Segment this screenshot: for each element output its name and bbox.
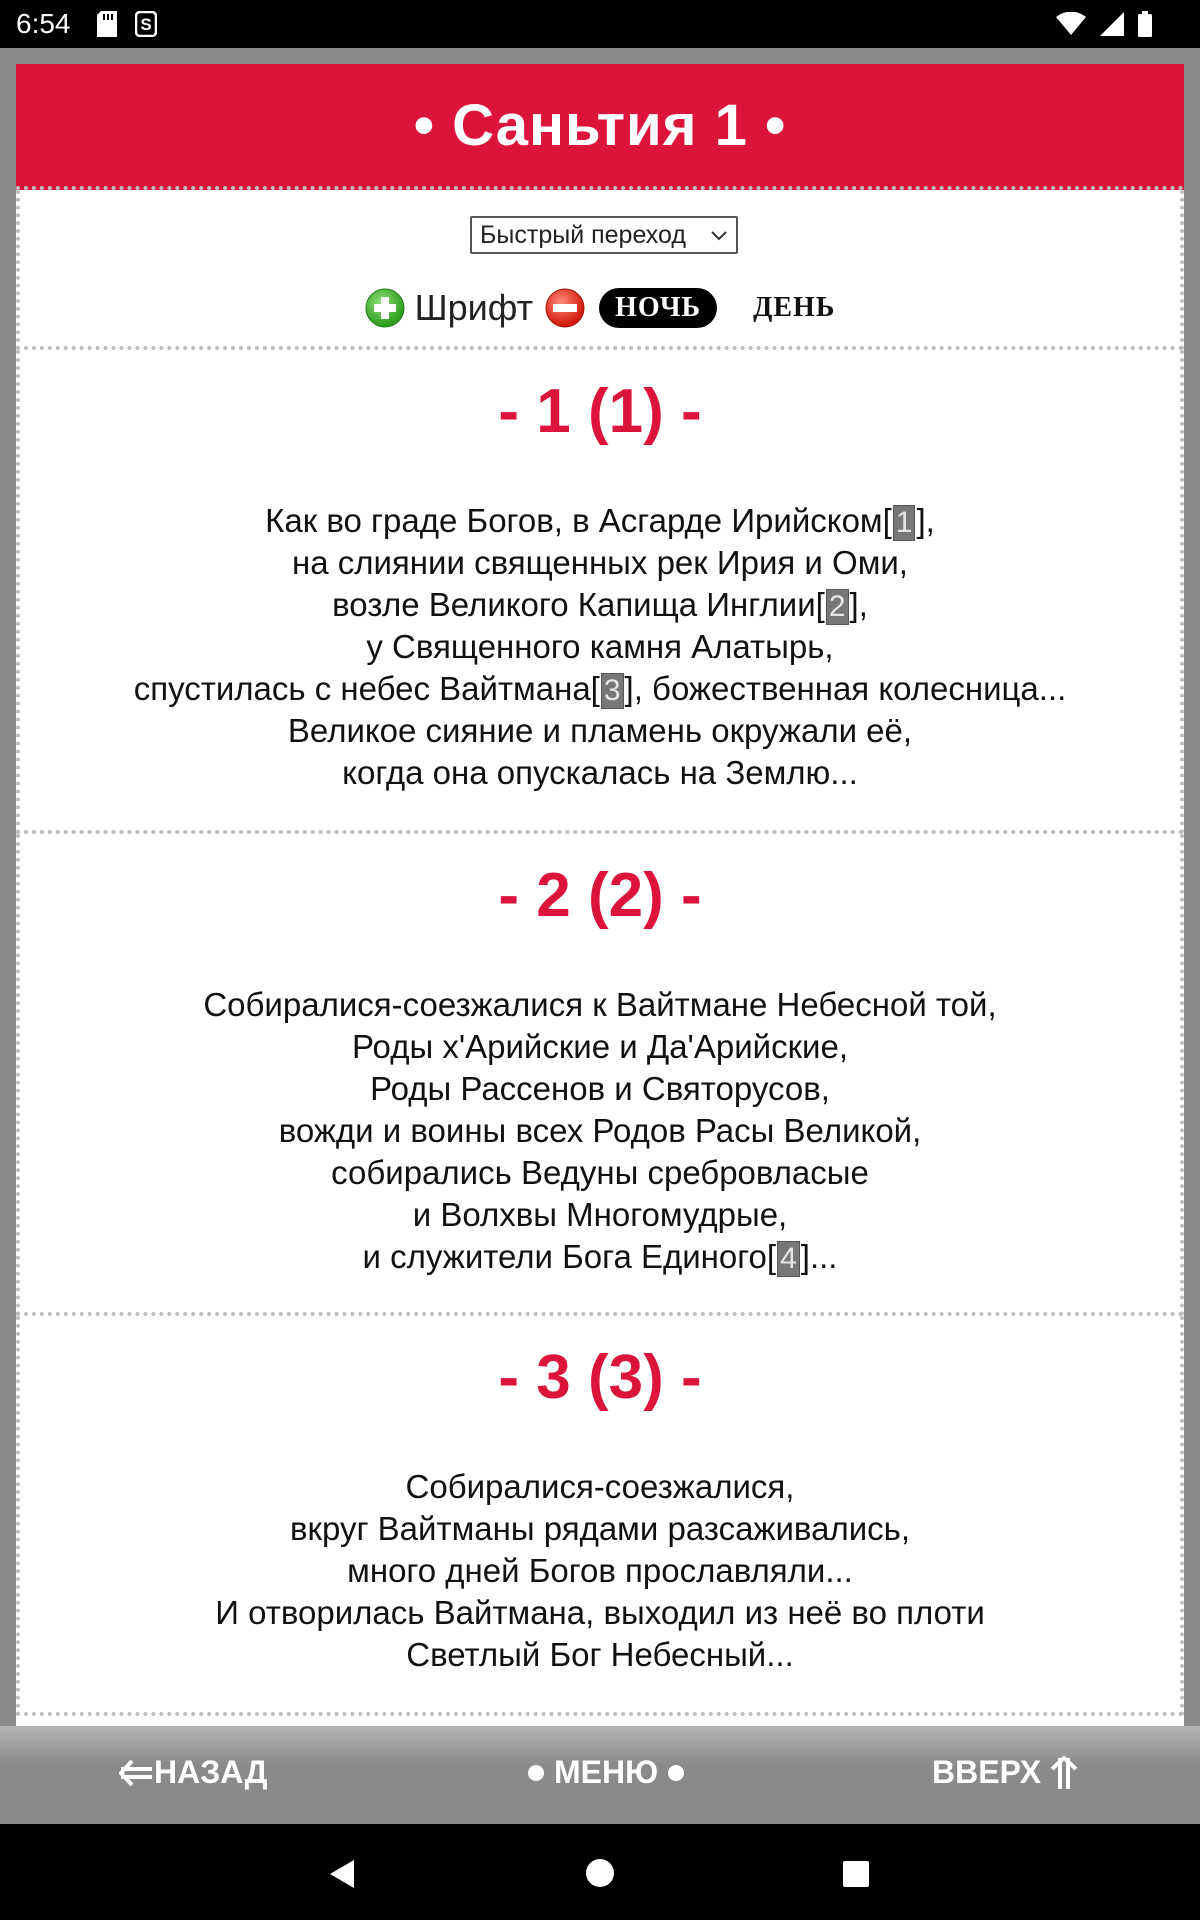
status-time: 6:54: [16, 8, 71, 39]
arrow-left-icon: [118, 1758, 154, 1788]
verse-line: Светлый Бог Небесный...: [406, 1636, 794, 1673]
bullet-icon: [668, 1765, 684, 1781]
verse-line: на слиянии священных рек Ирия и Оми,: [292, 544, 908, 581]
verse-line: И отворилась Вайтмана, выходил из неё во плоти: [215, 1594, 985, 1631]
back-triangle-icon[interactable]: [326, 1858, 356, 1890]
battery-icon: [1138, 11, 1152, 37]
verse-line: вкруг Вайтманы рядами разсаживались,: [290, 1510, 910, 1547]
footnote-link[interactable]: 3: [601, 673, 624, 709]
system-nav-bar: [0, 1824, 1200, 1920]
font-label: Шрифт: [414, 287, 534, 328]
day-mode-button[interactable]: ДЕНЬ: [753, 292, 836, 323]
back-label: НАЗАД: [154, 1754, 268, 1790]
back-button[interactable]: [118, 1754, 267, 1791]
night-mode-button[interactable]: НОЧЬ: [599, 288, 717, 328]
home-circle-icon[interactable]: [585, 1858, 615, 1888]
scroll-up-button[interactable]: [932, 1754, 1079, 1791]
footnote-link[interactable]: 2: [826, 589, 849, 625]
svg-text:S: S: [139, 15, 152, 34]
bottom-nav: [0, 1726, 1200, 1824]
scroll-content[interactable]: [16, 64, 1184, 1774]
controls-panel: [16, 190, 1184, 350]
verse-line: у Священного камня Алатырь,: [366, 628, 834, 665]
sd-card-icon: [97, 11, 117, 37]
font-increase-icon[interactable]: [365, 288, 405, 328]
arrow-up-icon: [1049, 1755, 1079, 1791]
page-title: • Саньтия 1 •: [413, 92, 787, 158]
verse-line: возле Великого Капища Инглии[ 2 ],: [332, 586, 868, 623]
verse-line: Как во граде Богов, в Асгарде Ирийском[ 1 ],: [265, 502, 935, 539]
quick-jump-label: Быстрый переход: [480, 220, 686, 249]
footnote-link[interactable]: 4: [777, 1241, 800, 1277]
verse-line: Собиралися-соезжалися,: [405, 1468, 795, 1505]
verse-line: много дней Богов прославляли...: [347, 1552, 853, 1589]
verse-line: когда она опускалась на Землю...: [342, 754, 858, 791]
verse-line: Роды х'Арийские и Да'Арийские,: [352, 1028, 848, 1065]
recents-square-icon[interactable]: [842, 1860, 870, 1888]
font-controls: [20, 278, 1180, 338]
chevron-down-icon: [710, 226, 728, 244]
vpn-s-icon: [135, 11, 157, 37]
verse-line: Собиралися-соезжалися к Вайтмане Небесной той,: [203, 986, 997, 1023]
menu-label: МЕНЮ: [554, 1754, 659, 1790]
up-label: ВВЕРХ: [932, 1754, 1042, 1790]
bullet-icon: [528, 1765, 544, 1781]
footnote-link[interactable]: 1: [893, 505, 916, 541]
verse-line: и служители Бога Единого[ 4 ]...: [362, 1238, 838, 1275]
verse-number: - 3 (3) -: [498, 1343, 702, 1412]
menu-button[interactable]: [528, 1754, 684, 1791]
verse-line: Роды Рассенов и Святорусов,: [370, 1070, 830, 1107]
title-bar: [16, 64, 1184, 190]
verse-line: спустилась с небес Вайтмана[ 3 ], божественная колесница...: [133, 670, 1067, 707]
verse-text: [20, 1466, 1180, 1676]
verse-line: собирались Ведуны сребровласые: [331, 1154, 869, 1191]
verse-block-3: [16, 1316, 1184, 1716]
verse-line: и Волхвы Многомудрые,: [412, 1196, 788, 1233]
verse-block-2: [16, 834, 1184, 1316]
verse-line: вожди и воины всех Родов Расы Великой,: [278, 1112, 922, 1149]
verse-number: - 2 (2) -: [498, 861, 702, 930]
verse-number: - 1 (1) -: [498, 377, 702, 446]
verse-text: [20, 984, 1180, 1278]
status-bar: [0, 0, 1200, 48]
page-frame: [0, 48, 1200, 1824]
signal-icon: [1100, 12, 1124, 36]
wifi-icon: [1056, 12, 1086, 36]
verse-block-1: [16, 350, 1184, 834]
quick-jump-select[interactable]: [470, 216, 738, 254]
verse-line: Великое сияние и пламень окружали её,: [287, 712, 913, 749]
font-decrease-icon[interactable]: [545, 288, 585, 328]
verse-text: [20, 500, 1180, 794]
